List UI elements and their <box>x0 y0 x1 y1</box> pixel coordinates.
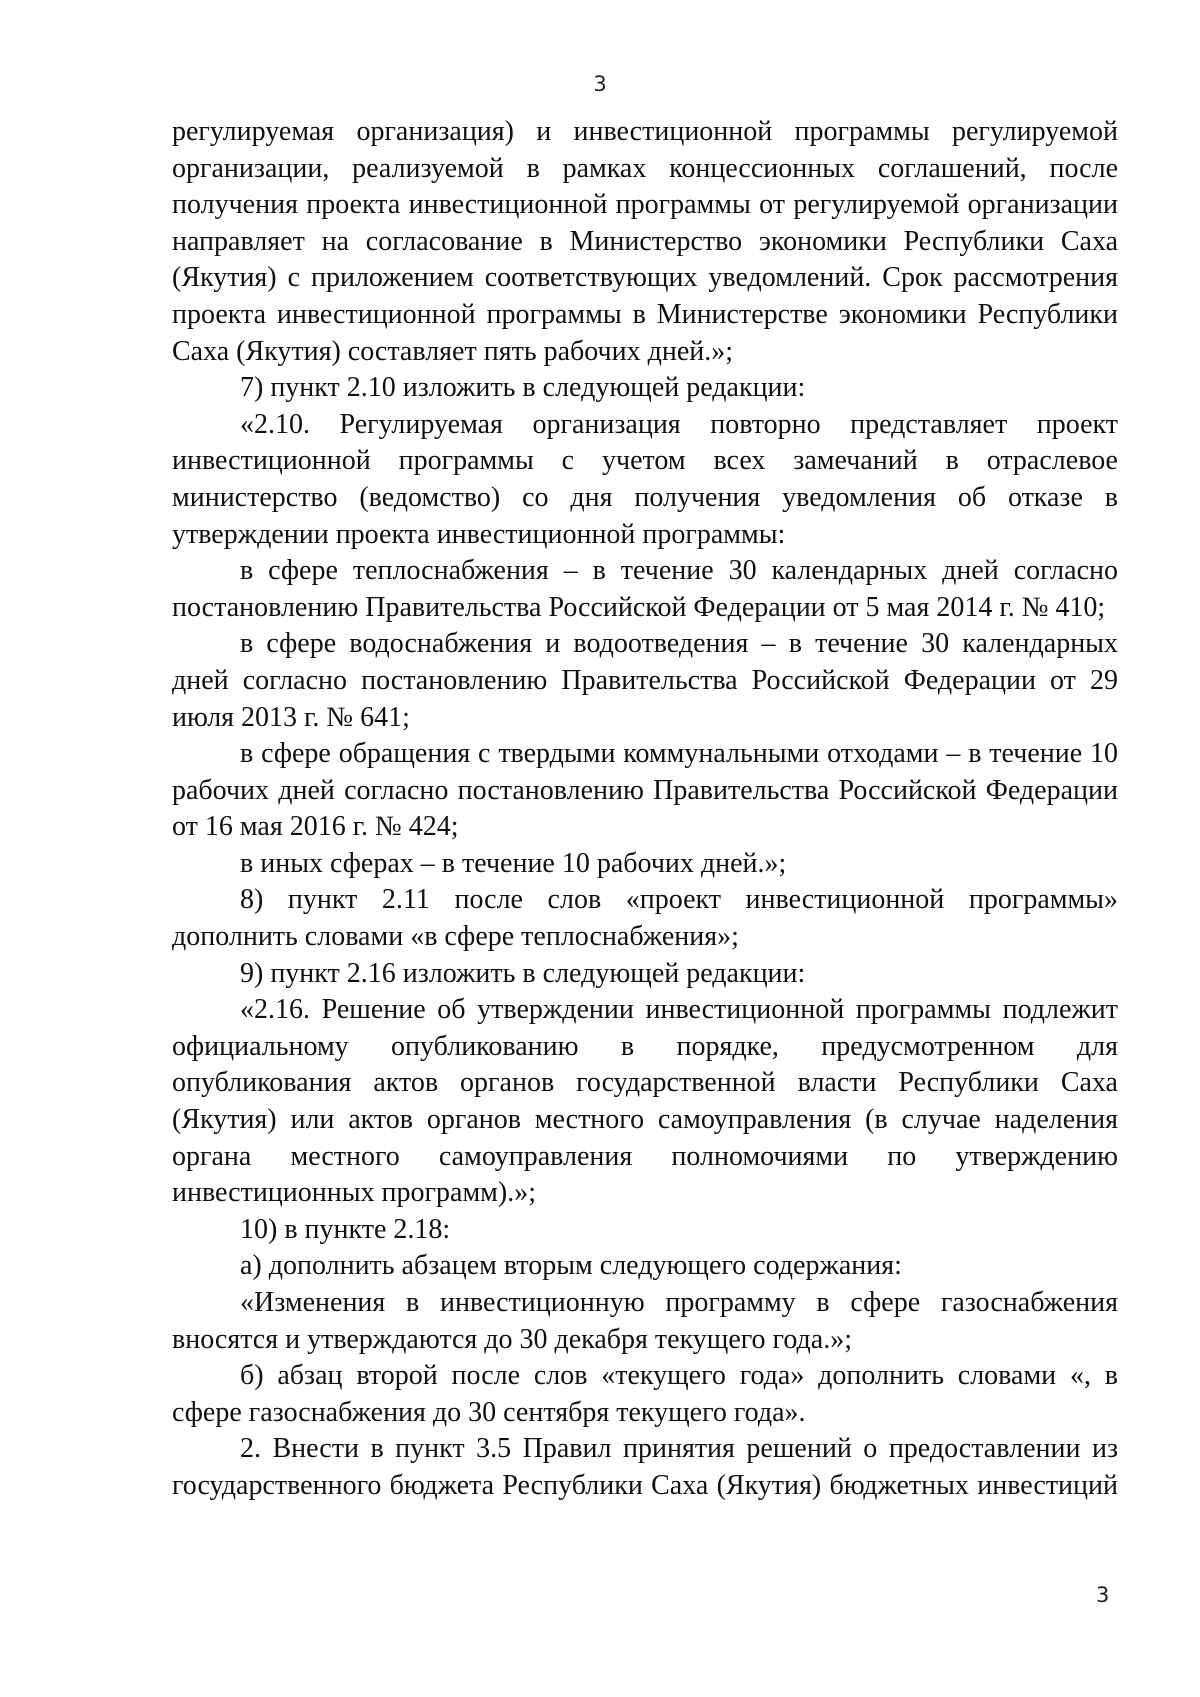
paragraph-solid-waste: в сфере обращения с твердыми коммунальными отходами – в течение 10 рабочих дней согласно постановлению Правительства Российской Федерации от 16 мая 2016 г. № 424; <box>172 738 1118 843</box>
document-body <box>172 114 1118 1505</box>
page-number-bottom: 3 <box>1096 1583 1110 1607</box>
paragraph-clause-2-16: «2.16. Решение об утверждении инвестиционной программы подлежит официальному опубликованию в порядке, предусмотренном для опубликования актов органов государственной власти Республики Саха (Якутия) или актов органов местного самоуправления (в случае наделения органа местного самоуправления полномочиями по утверждению инвестиционных программ).»; <box>172 994 1118 1209</box>
paragraph-continuation: регулируемая организация) и инвестиционной программы регулируемой организации, реализуемой в рамках концессионных соглашений, после получения проекта инвестиционной программы от регулируемой организации направляет на согласование в Министерство экономики Республики Саха (Якутия) с приложением соответствующих уведомлений. Срок рассмотрения проекта инвестиционной программы в Министерстве экономики Республики Саха (Якутия) составляет пять рабочих дней.»; <box>172 116 1118 367</box>
paragraph-section-2: 2. Внести в пункт 3.5 Правил принятия решений о предоставлении из государственного бюджета Республики Саха (Якутия) бюджетных инвестиций <box>172 1433 1118 1501</box>
paragraph-gas-supply-changes: «Изменения в инвестиционную программу в сфере газоснабжения вносятся и утверждаются до 30 декабря текущего года.»; <box>172 1287 1118 1355</box>
page-number-top: 3 <box>593 72 607 96</box>
paragraph-clause-2-10: «2.10. Регулируемая организация повторно представляет проект инвестиционной программы с учетом всех замечаний в отраслевое министерство (ведомство) со дня получения уведомления об отказе в утверждении проекта инвестиционной программы: <box>172 408 1118 550</box>
paragraph-other-areas: в иных сферах – в течение 10 рабочих дней.»; <box>240 847 787 879</box>
paragraph-item-9: 9) пункт 2.16 изложить в следующей редакции: <box>240 957 806 989</box>
paragraph-subitem-b: б) абзац второй после слов «текущего года» дополнить словами «, в сфере газоснабжения до 30 сентября текущего года». <box>172 1360 1118 1428</box>
paragraph-item-10: 10) в пункте 2.18: <box>240 1213 451 1245</box>
paragraph-water-supply: в сфере водоснабжения и водоотведения – в течение 30 календарных дней согласно постановлению Правительства Российской Федерации от 29 июля 2013 г. № 641; <box>172 628 1118 733</box>
paragraph-item-8: 8) пункт 2.11 после слов «проект инвестиционной программы» дополнить словами «в сфере теплоснабжения»; <box>172 884 1118 953</box>
paragraph-subitem-a: а) дополнить абзацем вторым следующего содержания: <box>240 1250 902 1282</box>
paragraph-heat-supply: в сфере теплоснабжения – в течение 30 календарных дней согласно постановлению Правительства Российской Федерации от 5 мая 2014 г. № 410; <box>172 555 1118 623</box>
paragraph-item-7: 7) пункт 2.10 изложить в следующей редакции: <box>240 372 806 404</box>
